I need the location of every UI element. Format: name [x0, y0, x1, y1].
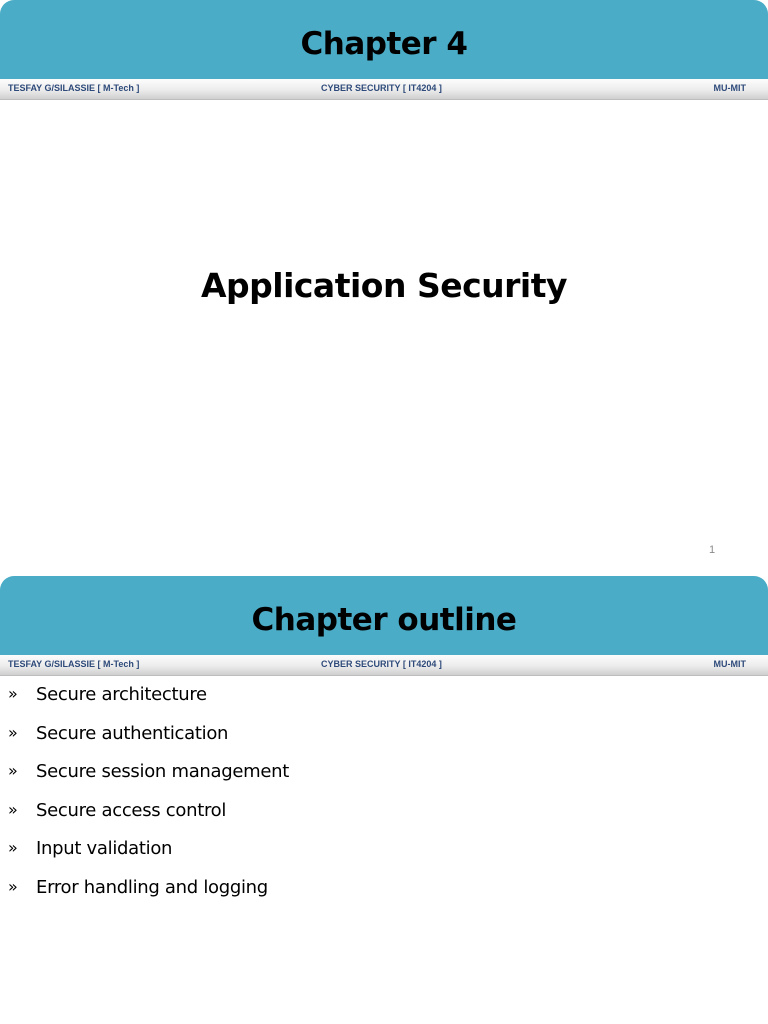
course-label: CYBER SECURITY [ IT4204 ]: [321, 83, 442, 93]
chapter-heading: Application Security: [200, 266, 568, 305]
outline-item-text: Input validation: [36, 838, 173, 859]
info-bar: [0, 79, 768, 100]
page-number: 1: [709, 544, 716, 556]
bullet-icon: »: [8, 838, 18, 857]
institution-label: MU-MIT: [713, 83, 746, 93]
outline-item-text: Secure access control: [36, 799, 227, 821]
author-label: TESFAY G/SILASSIE [ M-Tech ]: [8, 659, 140, 669]
bullet-icon: »: [8, 799, 18, 819]
outline-item-text: Secure authentication: [36, 722, 229, 744]
slide-title: Chapter 4: [300, 26, 468, 62]
outline-item-text: Secure session management: [36, 761, 290, 782]
author-label: TESFAY G/SILASSIE [ M-Tech ]: [8, 83, 140, 93]
bullet-icon: »: [8, 761, 18, 780]
info-bar: [0, 655, 768, 676]
slide-title: Chapter outline: [251, 602, 517, 638]
outline-item-text: Secure architecture: [36, 684, 207, 705]
bullet-icon: »: [8, 722, 18, 742]
outline-item-text: Error handling and logging: [36, 876, 268, 898]
bullet-icon: »: [8, 684, 18, 703]
title-bar: [0, 576, 768, 655]
title-bar: [0, 0, 768, 79]
institution-label: MU-MIT: [713, 659, 746, 669]
course-label: CYBER SECURITY [ IT4204 ]: [321, 659, 442, 669]
bullet-icon: »: [8, 876, 18, 896]
slide-2: [0, 576, 768, 1024]
